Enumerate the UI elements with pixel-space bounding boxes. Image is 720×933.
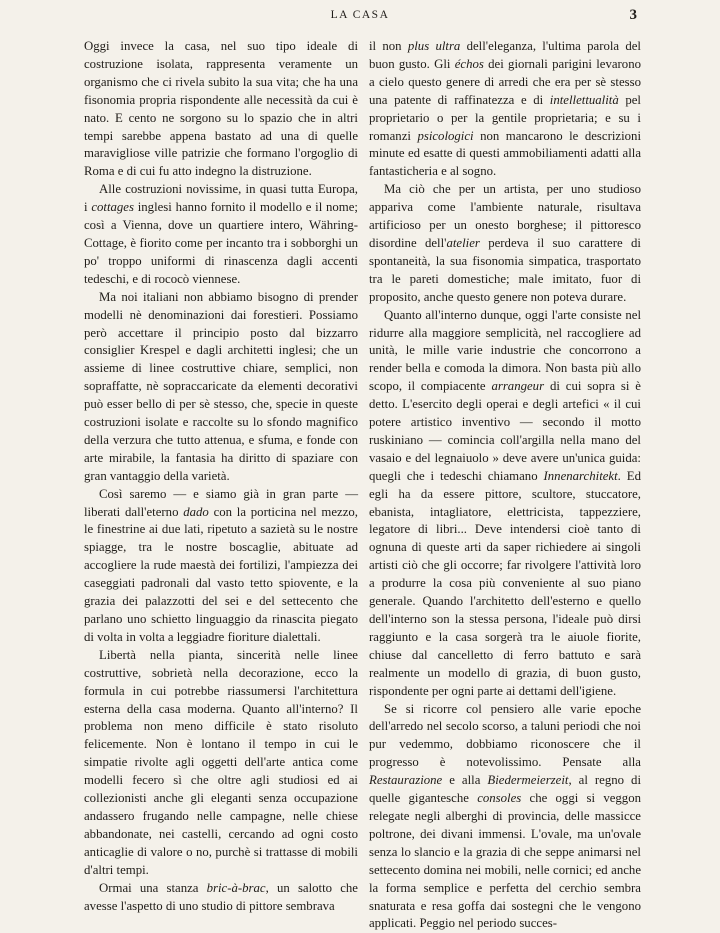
running-title: LA CASA <box>330 9 390 21</box>
text-run: Quanto all'interno dunque, oggi l'arte consiste nel ridurre alla maggiore semplicità, nel raccogliere ad unità, le mille varie industrie che concorrono a render bella e comoda la dimora. Non basta più allo scopo, il compiacente <box>369 307 641 394</box>
italic-text: plus ultra <box>407 39 461 53</box>
page-number: 3 <box>629 7 637 23</box>
text-run: Così saremo — e siamo già in gran parte — liberati dall'eterno <box>84 486 358 519</box>
text-run: . Ed egli ha da essere pittore, scultore, stuccatore, ebanista, intagliatore, elettricista, tappezziere, legatore di libri... Deve intendersi cioè tanto di ognuna di queste arti da saper richiedere ai singoli artisti ciò che gli occorre; far rivolgere l'attività loro a produrre la cosa più conveniente al suo piano generale. Quando l'architetto dell'esterno e quello dell'interno son la stessa persona, l'ideale può dirsi raggiunto e la casa sorgerà tra le aiuole fiorite, chiuse dal cancelletto di ferro battuto e sarà realmente un modello di grazia, di buon gusto, rispondente per ogni parte ai dettami dell'igiene. <box>369 468 641 698</box>
text-run: Ma ciò che per un artista, per uno studioso appariva come l'ambiente naturale, risultava artificioso per un onesto borghese; il pittoresco disordine dell' <box>369 182 641 250</box>
paragraph <box>84 289 358 486</box>
italic-text: cottages <box>91 200 134 215</box>
italic-text: arrangeur <box>491 379 545 394</box>
paragraph <box>369 701 641 933</box>
text-run: e alla <box>442 773 488 788</box>
text-run: , un salotto che avesse l'aspetto di uno studio di pittore sembrava <box>84 880 358 913</box>
italic-text: échos <box>454 56 484 71</box>
paragraph <box>369 307 641 701</box>
paragraph <box>84 38 358 181</box>
text-run: Oggi invece la casa, nel suo tipo ideale di costruzione isolata, rappresenta veramente un organismo che ci rivela subito la sua vita; che ha una fisonomia propria rispondente alle necessità da cui è nato. E cento ne sorgono su lo spazio che in altri tempi sarebbe appena bastato ad una di quelle maravigliose ville patrizie che formano l'orgoglio di Roma e di cui fu atto indegno la distruzione. <box>84 39 358 179</box>
italic-text: psicologici <box>417 128 474 143</box>
italic-text: bric-à-brac <box>206 880 266 895</box>
text-run: inglesi hanno fornito il modello e il nome; così a Vienna, dove un quartiere intero, Währing-Cottage, è fiorito come per incanto tra i sobborghi un po' troppo uniformi di rinascenza dagli accenti tedeschi, e di rococò viennese. <box>84 200 358 286</box>
text-run: Se si ricorre col pensiero alle varie epoche dell'arredo nel secolo scorso, a taluni periodi che noi pur vedemmo, dobbiamo riconoscere che il progresso è notevolissimo. Pensate alla <box>369 701 641 770</box>
page-header <box>0 7 720 29</box>
text-run: il non <box>369 39 408 53</box>
text-run: perdeva il suo carattere di spontaneità, la sua fisonomia simpatica, trasportato tra le pareti domestiche; male imitato, fuor di proposito, anche questo genere non poteva durare. <box>369 235 641 304</box>
paragraph <box>84 486 358 647</box>
text-run: Ma noi italiani non abbiamo bisogno di prender modelli nè denominazioni dai forestieri. Possiamo però accettare il principio posto dal bizzarro consiglier Krespel e dagli architetti inglesi; che un assieme di linee costruttive chiare, semplici, non sopraffatte, nè sopraccaricate da elementi decorativi può esser bello di per sè stesso, che, specie in queste costruzioni isolate e raccolte su lo sfondo magnifico della verzura che tutto attenua, e sfuma, e fonde con arte mirabile, la fantasia ha diritto di spaziare con gran vantaggio della varietà. <box>84 289 358 483</box>
text-run: Libertà nella pianta, sincerità nelle linee costruttive, sobrietà nella decorazione, ecco la formula in cui potrebbe riassumersi l'architettura esterna della casa moderna. Quanto all'interno? Il problema non meno difficile è stato risoluto felicemente. Non è lontano il tempo in cui le simpatie rivolte agli oggetti dell'arte antica come modelli fecero sì che oltre agli studiosi ed ai collezionisti anche gli eleganti senza occupazione andassero frugando nelle campagne, nelle chiese abbandonate, nei castelli, cercando ad ogni costo anticaglie di valore o no, purchè si trattasse di mobili d'altri tempi. <box>84 647 358 877</box>
text-run: Ormai una stanza <box>99 880 207 895</box>
italic-text: Restaurazione <box>369 773 443 788</box>
paragraph <box>84 647 358 880</box>
text-run: Alle costruzioni novissime, in quasi tutta Europa, i <box>84 182 358 215</box>
paragraph <box>84 880 358 916</box>
paragraph <box>84 181 358 288</box>
italic-text: Innenarchitekt <box>543 468 618 483</box>
text-run: , al regno di quelle gigantesche <box>369 773 642 806</box>
italic-text: dado <box>183 504 209 519</box>
text-run: di cui sopra si è detto. L'esercito degli operai e degli artefici « il cui potere artistico inventivo — secondo il motto ruskiniano — comincia coll'argilla nella mano del vasaio e del legnaiuolo » deve avere un'unica guida: quegli che i tedeschi chiamano <box>369 379 641 483</box>
left-column <box>84 38 358 915</box>
text-run: dell'eleganza, l'ultima parola del buon gusto. Gli <box>369 39 641 71</box>
text-run: con la porticina nel mezzo, le finestrine ai due lati, ripetuto a sazietà su le nostre spiagge, tra le nostre boscaglie, abituate ad accogliere la rude maestà dei fortilizi, l'ampiezza dei caseggiati padronali dal vasto tetto spiovente, e la grazia dei palazzotti del sei e del settecento che parlano uno schietto linguaggio da rinascita piegato di volta in volta a leggiadre fioriture dialettali. <box>84 504 358 644</box>
text-run: che oggi si veggon relegate negli alberghi di provincia, delle massicce poltrone, dei divani immensi. L'ovale, ma un'ovale senza lo slancio e la grazia di che seppe animarsi nel settecento domina nei mobili, nelle cornici; ed anche la forma semplice e perfetta del cerchio sembra snaturata e resa goffa dai sostegni che le vengono applicati. Peggio nel periodo succes- <box>369 791 641 931</box>
italic-text: Biedermeierzeit <box>487 773 569 788</box>
italic-text: consoles <box>477 791 522 806</box>
text-run: pel proprietario o per la gentile proprietaria; e su i romanzi <box>369 92 641 143</box>
text-run: dei giornali parigini levarono a cielo questo genere di arredi che era per sè stesso una patente di raffinatezza e di <box>369 56 641 107</box>
paragraph <box>369 38 641 181</box>
paragraph <box>369 181 641 306</box>
italic-text: intellettualità <box>549 92 619 107</box>
right-column <box>369 38 641 933</box>
text-run: non mancarono le descrizioni minute ed esatte di questi ammobiliamenti adatti alla fantasticheria e al sogno. <box>369 128 641 179</box>
italic-text: atelier <box>446 235 480 250</box>
